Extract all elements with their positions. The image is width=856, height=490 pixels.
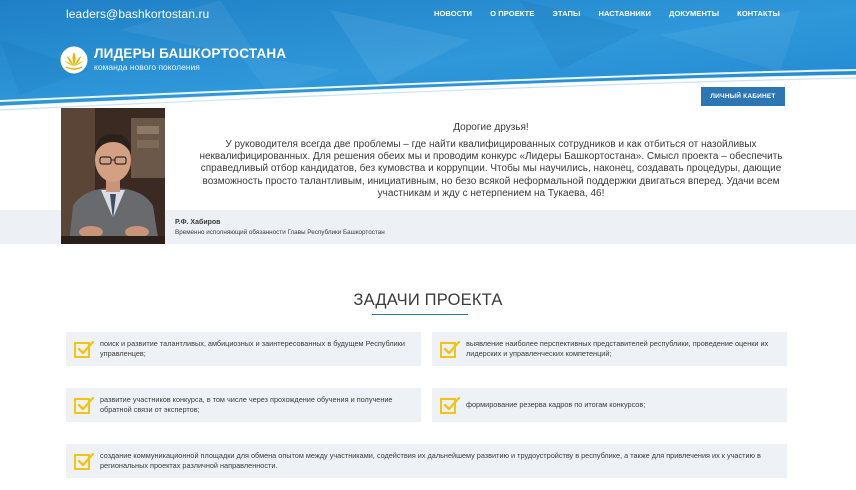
leader-role: Временно исполняющий обязанности Главы Республики Башкортостан	[175, 229, 385, 236]
top-bar	[0, 0, 856, 28]
task-item	[432, 388, 787, 422]
kurai-flower-logo-icon	[60, 46, 88, 74]
checkbox-check-icon	[74, 396, 94, 414]
task-item	[66, 388, 421, 422]
nav-news[interactable]: НОВОСТИ	[433, 9, 473, 18]
brand-title: ЛИДЕРЫ БАШКОРТОСТАНА	[94, 46, 287, 61]
nav-contacts[interactable]: КОНТАКТЫ	[737, 9, 780, 18]
brand[interactable]	[60, 46, 286, 74]
nav-documents[interactable]: ДОКУМЕНТЫ	[669, 9, 720, 18]
greeting-heading: Дорогие друзья!	[453, 122, 529, 133]
nav-about[interactable]: О ПРОЕКТЕ	[490, 9, 535, 18]
leader-message: У руководителя всегда две проблемы – где найти квалифицированных сотрудников и как отбиться от назойливых неквалифицированных. Для решения обеих мы и проводим конкурс «Лидеры Башкортостана». Смысл проекта – обеспечить справедливый отбор кандидатов, без кумовства и коррупции. Чтобы мы научились, наконец, создавать процедуры, дающие возможность просто талантливым, инициативным, но безо всякой неформальной поддержки двигаться вперед. Удачи всем участникам и жду с нетерпением на Тукаева, 46!	[199, 139, 783, 199]
checkbox-check-icon	[440, 340, 460, 358]
checkbox-check-icon	[74, 452, 94, 470]
task-item	[66, 444, 787, 478]
task-text: поиск и развитие талантливых, амбициозных и заинтересованных в будущем Республики управленцев;	[100, 338, 405, 358]
task-item	[66, 332, 421, 366]
brand-subtitle: команда нового поколения	[94, 62, 200, 72]
leader-portrait	[61, 108, 165, 244]
task-item	[432, 332, 787, 366]
personal-cabinet-button[interactable]: ЛИЧНЫЙ КАБИНЕТ	[701, 87, 785, 106]
checkbox-check-icon	[440, 396, 460, 414]
task-text: формирование резерва кадров по итогам конкурсов;	[466, 399, 646, 409]
main-nav	[416, 9, 780, 18]
task-text: развитие участников конкурса, в том числе через прохождение обучения и получение обратной связи от экспертов;	[100, 394, 393, 414]
nav-stages[interactable]: ЭТАПЫ	[552, 9, 581, 18]
task-text: создание коммуникационной площадки для обмена опытом между участниками, содействия их дальнейшему развитию и трудоустройству в республике, а также для привлечения их к участию в региональных проектах различной направленности.	[100, 450, 761, 470]
task-text: выявление наиболее перспективных представителей республики, проведение оценки их лидерских и управленческих компетенций;	[466, 338, 769, 358]
tasks-section-title: ЗАДАЧИ ПРОЕКТА	[353, 291, 503, 309]
nav-mentors[interactable]: НАСТАВНИКИ	[598, 9, 652, 18]
contact-email-link[interactable]: leaders@bashkortostan.ru	[66, 7, 210, 21]
leader-name: Р.Ф. Хабиров	[175, 219, 221, 226]
title-underline	[372, 314, 468, 315]
checkbox-check-icon	[74, 340, 94, 358]
